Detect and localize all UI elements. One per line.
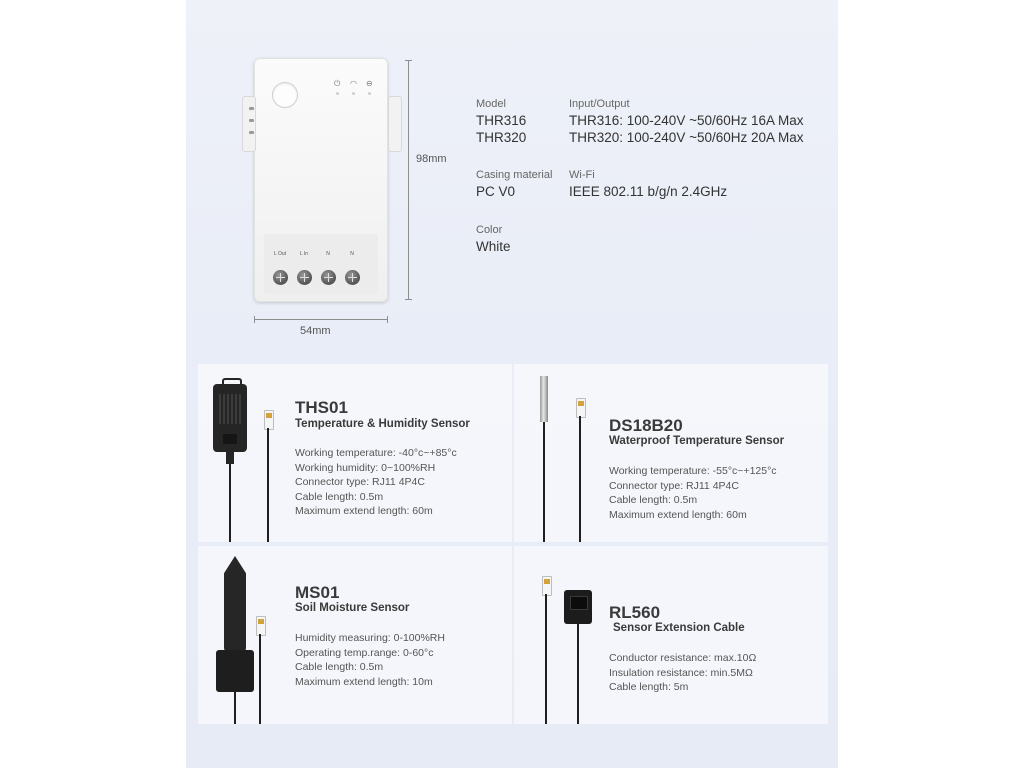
- height-dimension-line: [408, 60, 409, 300]
- spec-line: Working temperature: -55°c~+125°c: [609, 465, 777, 477]
- spec-line: Working temperature: -40°c~+85°c: [295, 447, 457, 459]
- sensor-subtitle: Temperature & Humidity Sensor: [295, 418, 470, 430]
- ths01-sensor-image: [213, 384, 247, 452]
- spec-line: Cable length: 0.5m: [295, 490, 384, 503]
- rj11-plug-image: [542, 576, 552, 596]
- screw-terminal-icon: [273, 270, 288, 285]
- sensor-name: RL560: [609, 603, 661, 622]
- sensor-specs: [609, 651, 756, 695]
- terminal-label: N: [326, 251, 330, 257]
- product-panel: [186, 0, 838, 768]
- ds18b20-probe-image: [540, 376, 548, 422]
- spec-line: Maximum extend length: 60m: [295, 505, 433, 517]
- sensor-name: THS01: [295, 398, 348, 417]
- power-button-image: [272, 82, 298, 108]
- casing-value: PC V0: [476, 184, 516, 199]
- spec-line: Humidity measuring: 0-100%RH: [295, 632, 445, 644]
- sensor-card-ms01: [198, 546, 512, 724]
- spec-line: Conductor resistance: max.10Ω: [609, 652, 757, 664]
- sensor-card-rl560: [514, 546, 828, 724]
- spec-line: Insulation resistance: min.5MΩ: [609, 666, 753, 679]
- spec-line: Maximum extend length: 10m: [295, 675, 433, 688]
- sensor-subtitle: Waterproof Temperature Sensor: [609, 435, 785, 447]
- din-clip-left: [242, 96, 256, 152]
- spec-line: Cable length: 0.5m: [609, 494, 698, 506]
- sensor-card-ths01: [198, 364, 512, 542]
- model-label: Model: [476, 98, 506, 110]
- power-led-icon: ⏻: [334, 79, 341, 88]
- thr-device-image: [254, 58, 388, 302]
- io-value: THR316: 100-240V ~50/60Hz 16A Max: [569, 113, 804, 128]
- spec-line: Cable length: 5m: [609, 681, 689, 693]
- screw-terminal-icon: [297, 270, 312, 285]
- spec-line: Operating temp.range: 0-60°c: [295, 646, 434, 659]
- model-value: THR320: [476, 130, 527, 145]
- model-value: THR316: [476, 113, 527, 128]
- terminal-label: L In: [299, 251, 309, 257]
- wifi-led-icon: ◠: [350, 79, 357, 88]
- sensor-specs: [609, 464, 777, 522]
- sensor-specs: [295, 631, 445, 689]
- wifi-value: IEEE 802.11 b/g/n 2.4GHz: [569, 184, 728, 199]
- color-value: White: [476, 239, 511, 254]
- rj11-plug-image: [264, 410, 274, 430]
- terminal-label: L Out: [273, 251, 287, 257]
- ms01-probe-image: [224, 556, 246, 652]
- rj11-plug-image: [576, 398, 586, 418]
- spec-line: Maximum extend length: 60m: [609, 508, 747, 521]
- spec-line: Connector type: RJ11 4P4C: [295, 476, 425, 488]
- spec-line: Working humidity: 0~100%RH: [295, 461, 436, 474]
- width-dimension: 54mm: [300, 325, 331, 337]
- sensor-card-ds18b20: [514, 364, 828, 542]
- terminal-label: N: [350, 251, 354, 257]
- sensor-led-icon: ⊖: [366, 79, 373, 88]
- sensor-specs: [295, 446, 457, 519]
- terminal-block: [264, 234, 378, 294]
- io-label: Input/Output: [569, 98, 630, 110]
- screw-terminal-icon: [321, 270, 336, 285]
- sensor-subtitle: Sensor Extension Cable: [613, 622, 745, 634]
- casing-label: Casing material: [476, 169, 553, 181]
- spec-line: Cable length: 0.5m: [295, 661, 384, 673]
- wifi-label: Wi-Fi: [569, 169, 595, 181]
- io-value: THR320: 100-240V ~50/60Hz 20A Max: [569, 130, 804, 145]
- spec-line: Connector type: RJ11 4P4C: [609, 479, 739, 492]
- rj11-plug-image: [256, 616, 266, 636]
- rj11-socket-image: [564, 590, 592, 624]
- sensor-name: DS18B20: [609, 416, 683, 435]
- sensor-subtitle: Soil Moisture Sensor: [295, 602, 410, 614]
- din-clip-right: [388, 96, 402, 152]
- screw-terminal-icon: [345, 270, 360, 285]
- width-dimension-line: [254, 319, 388, 320]
- color-label: Color: [476, 224, 503, 236]
- height-dimension: 98mm: [416, 153, 447, 165]
- sensor-name: MS01: [295, 583, 340, 602]
